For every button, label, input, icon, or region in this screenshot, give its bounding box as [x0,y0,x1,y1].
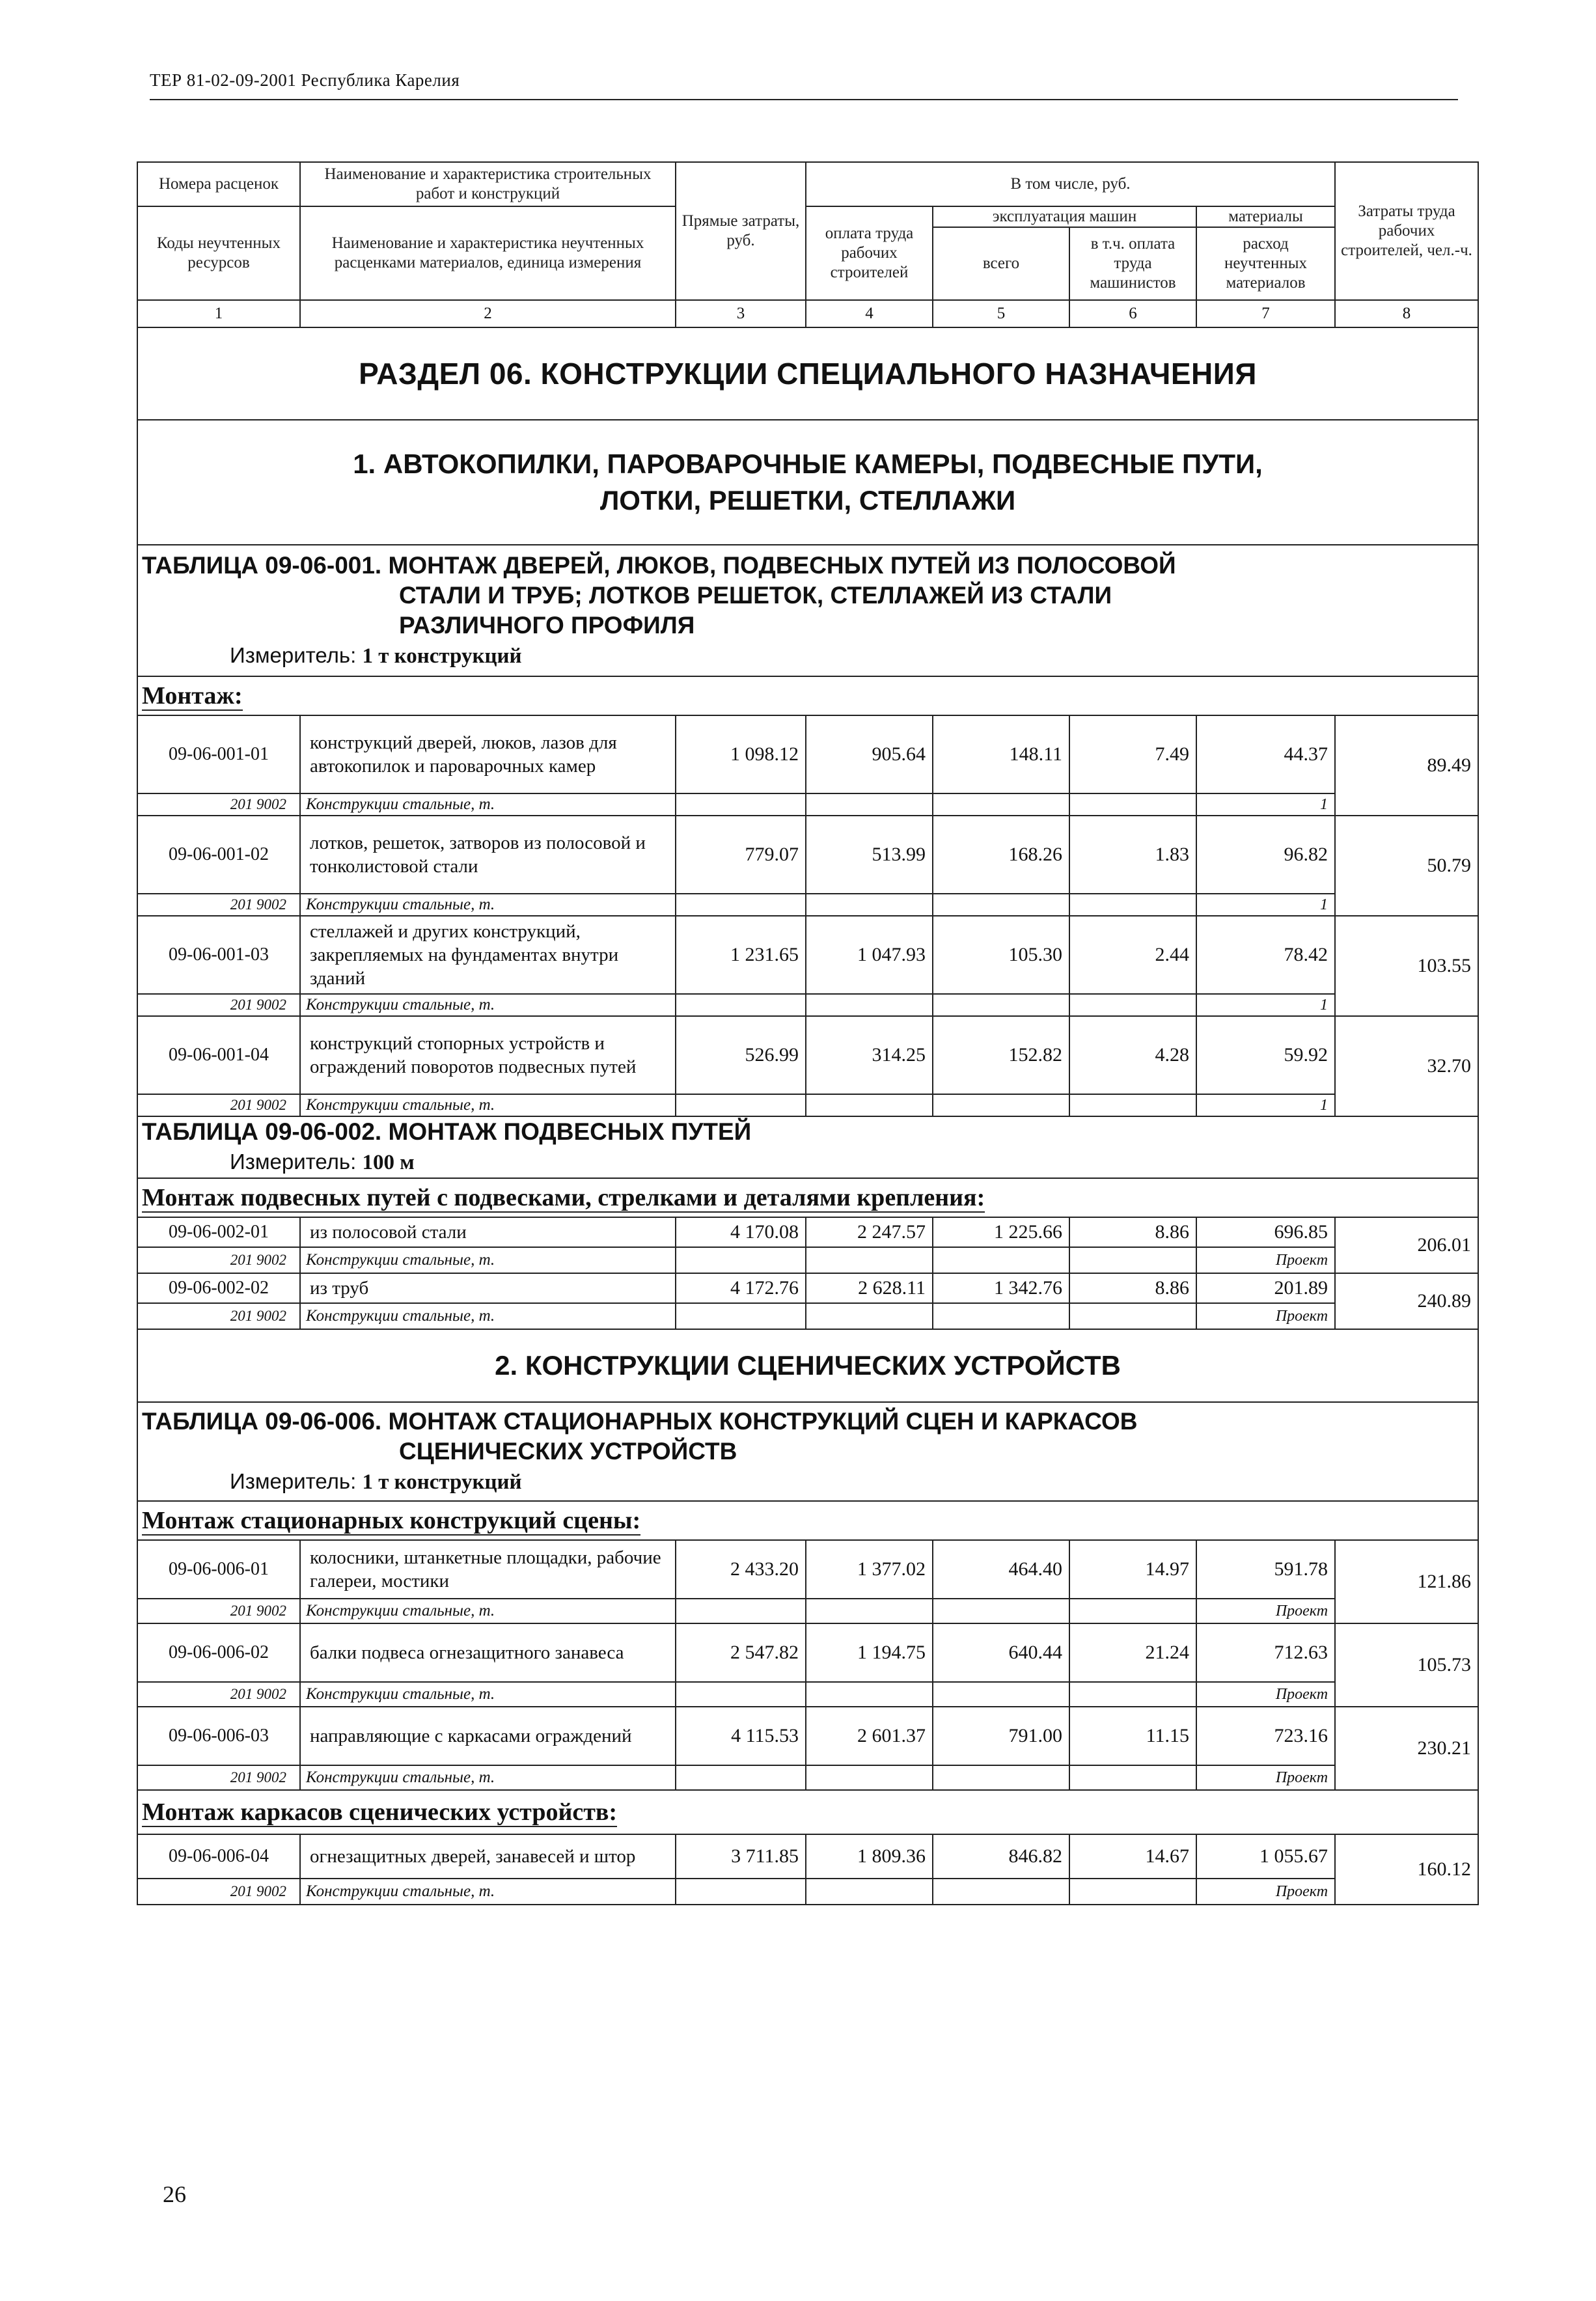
resource-row [137,1094,1478,1116]
empty-cell [676,1682,806,1707]
col-number: 8 [1335,300,1478,327]
rate-code: 09-06-006-03 [137,1707,300,1765]
labor-cost: 1 809.36 [806,1834,933,1879]
material-quantity-note: Проект [1196,1879,1335,1905]
resource-row [137,1247,1478,1273]
work-description: лотков, решеток, затворов из полосовой и тонколистовой стали [300,816,676,894]
resource-row [137,1599,1478,1623]
machine-cost-total: 1 225.66 [933,1217,1069,1247]
price-table [137,161,1479,1905]
material-consumption: 1 055.67 [1196,1834,1335,1879]
empty-cell [806,1094,933,1116]
direct-cost: 4 172.76 [676,1273,806,1303]
rate-code: 09-06-001-02 [137,816,300,894]
resource-code: 201 9002 [137,1247,300,1273]
table-title-cont: РАЗЛИЧНОГО ПРОФИЛЯ [399,611,695,639]
machinist-labor-cost: 21.24 [1069,1623,1196,1682]
labor-hours: 32.70 [1335,1016,1478,1116]
rate-code: 09-06-001-04 [137,1016,300,1094]
machine-cost-total: 791.00 [933,1707,1069,1765]
resource-row [137,1303,1478,1329]
machinist-labor-cost: 4.28 [1069,1016,1196,1094]
rate-code: 09-06-002-01 [137,1217,300,1247]
col-number: 1 [137,300,300,327]
resource-name: Конструкции стальные, т. [300,1599,676,1623]
work-description: балки подвеса огнезащитного занавеса [300,1623,676,1682]
resource-name: Конструкции стальные, т. [300,1879,676,1905]
empty-cell [933,1765,1069,1790]
empty-cell [676,994,806,1016]
empty-cell [806,1682,933,1707]
resource-row [137,994,1478,1016]
empty-cell [676,1879,806,1905]
col-number: 3 [676,300,806,327]
material-quantity-note: 1 [1196,1094,1335,1116]
resource-row [137,793,1478,816]
empty-cell [1069,1599,1196,1623]
material-consumption: 723.16 [1196,1707,1335,1765]
group-heading-text: Монтаж: [142,682,243,710]
col-number: 2 [300,300,676,327]
empty-cell [676,1765,806,1790]
table-title-block [137,545,1478,676]
material-quantity-note: Проект [1196,1765,1335,1790]
table-row [137,816,1478,894]
labor-cost: 1 047.93 [806,916,933,994]
unit-label: Измеритель: [230,642,363,667]
labor-cost: 513.99 [806,816,933,894]
table3-rows [137,1834,1478,1905]
labor-cost: 2 628.11 [806,1273,933,1303]
unit-value: 1 т конструкций [362,644,522,668]
material-consumption: 44.37 [1196,715,1335,793]
empty-cell [1069,894,1196,916]
machine-cost-total: 152.82 [933,1016,1069,1094]
col-1-top: Номера расценок [137,162,300,206]
labor-cost: 1 194.75 [806,1623,933,1682]
group-heading-text: Монтаж подвесных путей с подвесками, стрелками и деталями крепления: [142,1184,985,1211]
empty-cell [806,894,933,916]
table-row [137,715,1478,793]
empty-cell [806,1303,933,1329]
empty-cell [1069,1094,1196,1116]
col-2-top: Наименование и характеристика строительных работ и конструкций [300,162,676,206]
empty-cell [806,1247,933,1273]
direct-cost: 526.99 [676,1016,806,1094]
labor-cost: 314.25 [806,1016,933,1094]
empty-cell [933,1247,1069,1273]
direct-cost: 1 098.12 [676,715,806,793]
resource-row [137,1765,1478,1790]
machinist-labor-cost: 8.86 [1069,1217,1196,1247]
unit-value: 1 т конструкций [362,1470,522,1494]
resource-code: 201 9002 [137,1879,300,1905]
labor-hours: 103.55 [1335,916,1478,1016]
col-6-header: в т.ч. оплата труда машинистов [1069,227,1196,300]
col-1-bottom: Коды неучтенных ресурсов [137,206,300,300]
work-description: направляющие с каркасами ограждений [300,1707,676,1765]
direct-cost: 3 711.85 [676,1834,806,1879]
machinist-labor-cost: 2.44 [1069,916,1196,994]
group-heading [137,676,1478,715]
empty-cell [1069,994,1196,1016]
labor-hours: 89.49 [1335,715,1478,816]
subsection-title: 2. КОНСТРУКЦИИ СЦЕНИЧЕСКИХ УСТРОЙСТВ [137,1329,1478,1402]
work-description: конструкций дверей, люков, лазов для автокопилок и пароварочных камер [300,715,676,793]
col-number: 4 [806,300,933,327]
rate-code: 09-06-006-01 [137,1540,300,1599]
material-quantity-note: Проект [1196,1682,1335,1707]
empty-cell [806,994,933,1016]
empty-cell [933,793,1069,816]
material-quantity-note: 1 [1196,894,1335,916]
empty-cell [806,1765,933,1790]
material-quantity-note: 1 [1196,994,1335,1016]
empty-cell [933,1303,1069,1329]
table2-rows [137,1217,1478,1329]
resource-name: Конструкции стальные, т. [300,1682,676,1707]
machine-cost-total: 640.44 [933,1623,1069,1682]
col-number: 5 [933,300,1069,327]
empty-cell [1069,793,1196,816]
table-title: ТАБЛИЦА 09-06-006. МОНТАЖ СТАЦИОНАРНЫХ КОНСТРУКЦИЙ СЦЕН И КАРКАСОВ [142,1407,1138,1435]
table-row [137,1217,1478,1247]
work-description: конструкций стопорных устройств и ограждений поворотов подвесных путей [300,1016,676,1094]
labor-cost: 2 601.37 [806,1707,933,1765]
resource-code: 201 9002 [137,894,300,916]
table-title-cont: СЦЕНИЧЕСКИХ УСТРОЙСТВ [399,1437,737,1465]
empty-cell [676,1094,806,1116]
table-row [137,1623,1478,1682]
labor-hours: 50.79 [1335,816,1478,916]
col-7-header: расход неучтенных материалов [1196,227,1335,300]
direct-cost: 4 115.53 [676,1707,806,1765]
col-3-header: Прямые затраты, руб. [676,162,806,300]
table-title: ТАБЛИЦА 09-06-001. МОНТАЖ ДВЕРЕЙ, ЛЮКОВ, ПОДВЕСНЫХ ПУТЕЙ ИЗ ПОЛОСОВОЙ [142,551,1176,579]
resource-code: 201 9002 [137,1765,300,1790]
unit-label: Измеритель: [230,1150,363,1174]
direct-cost: 779.07 [676,816,806,894]
table1-rows [137,715,1478,1116]
table-unit [142,1147,1474,1178]
empty-cell [933,1879,1069,1905]
col-4-header: оплата труда рабочих строителей [806,206,933,300]
table-row [137,1834,1478,1879]
subsection-title-line: 1. АВТОКОПИЛКИ, ПАРОВАРОЧНЫЕ КАМЕРЫ, ПОДВЕСНЫЕ ПУТИ, [353,448,1263,479]
rate-code: 09-06-006-02 [137,1623,300,1682]
column-header [137,162,1478,327]
labor-hours: 206.01 [1335,1217,1478,1273]
work-description: колосники, штанкетные площадки, рабочие галереи, мостики [300,1540,676,1599]
material-consumption: 59.92 [1196,1016,1335,1094]
resource-name: Конструкции стальные, т. [300,1094,676,1116]
direct-cost: 2 547.82 [676,1623,806,1682]
empty-cell [806,1599,933,1623]
machine-cost-total: 105.30 [933,916,1069,994]
machinist-labor-cost: 1.83 [1069,816,1196,894]
machinist-labor-cost: 14.67 [1069,1834,1196,1879]
table-row [137,1540,1478,1599]
empty-cell [676,1599,806,1623]
machines-header: эксплуатация машин [933,206,1196,227]
labor-cost: 2 247.57 [806,1217,933,1247]
machinist-labor-cost: 7.49 [1069,715,1196,793]
empty-cell [676,1303,806,1329]
table-title-cont: СТАЛИ И ТРУБ; ЛОТКОВ РЕШЕТОК, СТЕЛЛАЖЕЙ ИЗ СТАЛИ [399,581,1112,609]
labor-hours: 160.12 [1335,1834,1478,1905]
resource-code: 201 9002 [137,994,300,1016]
rate-code: 09-06-001-01 [137,715,300,793]
resource-name: Конструкции стальные, т. [300,994,676,1016]
unit-value: 100 м [362,1151,415,1174]
resource-code: 201 9002 [137,1094,300,1116]
included-header: В том числе, руб. [806,162,1335,206]
table-unit [142,641,1474,671]
direct-cost: 1 231.65 [676,916,806,994]
table-title: ТАБЛИЦА 09-06-002. МОНТАЖ ПОДВЕСНЫХ ПУТЕЙ [142,1118,752,1145]
labor-cost: 1 377.02 [806,1540,933,1599]
empty-cell [1069,1765,1196,1790]
material-consumption: 712.63 [1196,1623,1335,1682]
machine-cost-total: 1 342.76 [933,1273,1069,1303]
material-quantity-note: 1 [1196,793,1335,816]
group-heading-text: Монтаж каркасов сценических устройств: [142,1798,618,1826]
resource-code: 201 9002 [137,1303,300,1329]
material-consumption: 696.85 [1196,1217,1335,1247]
labor-hours: 121.86 [1335,1540,1478,1623]
rate-code: 09-06-002-02 [137,1273,300,1303]
empty-cell [676,793,806,816]
machinist-labor-cost: 11.15 [1069,1707,1196,1765]
col-2-bottom: Наименование и характеристика неучтенных расценками материалов, единица измерения [300,206,676,300]
table-title-block [137,1116,1478,1178]
machine-cost-total: 148.11 [933,715,1069,793]
empty-cell [676,894,806,916]
empty-cell [676,1247,806,1273]
section-title: РАЗДЕЛ 06. КОНСТРУКЦИИ СПЕЦИАЛЬНОГО НАЗНАЧЕНИЯ [137,327,1478,420]
material-consumption: 96.82 [1196,816,1335,894]
table-row [137,1016,1478,1094]
empty-cell [933,1094,1069,1116]
empty-cell [1069,1303,1196,1329]
resource-name: Конструкции стальные, т. [300,1247,676,1273]
work-description: из полосовой стали [300,1217,676,1247]
empty-cell [933,1682,1069,1707]
machine-cost-total: 846.82 [933,1834,1069,1879]
document-header: ТЕР 81-02-09-2001 Республика Карелия [150,70,460,90]
resource-name: Конструкции стальные, т. [300,793,676,816]
col-number: 7 [1196,300,1335,327]
material-consumption: 591.78 [1196,1540,1335,1599]
labor-hours: 230.21 [1335,1707,1478,1790]
table-row [137,1707,1478,1765]
work-description: стеллажей и других конструкций, закрепляемых на фундаментах внутри зданий [300,916,676,994]
resource-name: Конструкции стальные, т. [300,1765,676,1790]
machine-cost-total: 464.40 [933,1540,1069,1599]
material-quantity-note: Проект [1196,1303,1335,1329]
empty-cell [806,793,933,816]
table-row [137,1273,1478,1303]
subsection-title-line: ЛОТКИ, РЕШЕТКИ, СТЕЛЛАЖИ [599,485,1016,516]
material-quantity-note: Проект [1196,1247,1335,1273]
materials-header: материалы [1196,206,1335,227]
labor-cost: 905.64 [806,715,933,793]
group-heading [137,1178,1478,1217]
labor-hours: 105.73 [1335,1623,1478,1707]
col-number: 6 [1069,300,1196,327]
work-description: огнезащитных дверей, занавесей и штор [300,1834,676,1879]
direct-cost: 2 433.20 [676,1540,806,1599]
page-number: 26 [163,2181,186,2207]
price-table-frame [137,161,1478,1905]
resource-code: 201 9002 [137,793,300,816]
machine-cost-total: 168.26 [933,816,1069,894]
empty-cell [933,894,1069,916]
empty-cell [1069,1247,1196,1273]
material-consumption: 201.89 [1196,1273,1335,1303]
table-unit [142,1467,1474,1497]
resource-name: Конструкции стальные, т. [300,1303,676,1329]
empty-cell [933,994,1069,1016]
header-rule [150,99,1458,100]
resource-code: 201 9002 [137,1599,300,1623]
labor-hours: 240.89 [1335,1273,1478,1329]
resource-row [137,894,1478,916]
empty-cell [1069,1682,1196,1707]
direct-cost: 4 170.08 [676,1217,806,1247]
rate-code: 09-06-001-03 [137,916,300,994]
group-heading-text: Монтаж стационарных конструкций сцены: [142,1507,641,1534]
machinist-labor-cost: 8.86 [1069,1273,1196,1303]
empty-cell [1069,1879,1196,1905]
empty-cell [933,1599,1069,1623]
table-row [137,916,1478,994]
resource-row [137,1879,1478,1905]
rate-code: 09-06-006-04 [137,1834,300,1879]
resource-row [137,1682,1478,1707]
work-description: из труб [300,1273,676,1303]
machinist-labor-cost: 14.97 [1069,1540,1196,1599]
subsection-title [137,420,1478,545]
resource-code: 201 9002 [137,1682,300,1707]
resource-name: Конструкции стальные, т. [300,894,676,916]
group-heading [137,1790,1478,1834]
material-quantity-note: Проект [1196,1599,1335,1623]
col-5-header: всего [933,227,1069,300]
unit-label: Измеритель: [230,1468,363,1493]
table3-rows [137,1540,1478,1790]
empty-cell [806,1879,933,1905]
material-consumption: 78.42 [1196,916,1335,994]
table-title-block [137,1402,1478,1501]
col-8-header: Затраты труда рабочих строителей, чел.-ч. [1335,162,1478,300]
group-heading [137,1501,1478,1540]
